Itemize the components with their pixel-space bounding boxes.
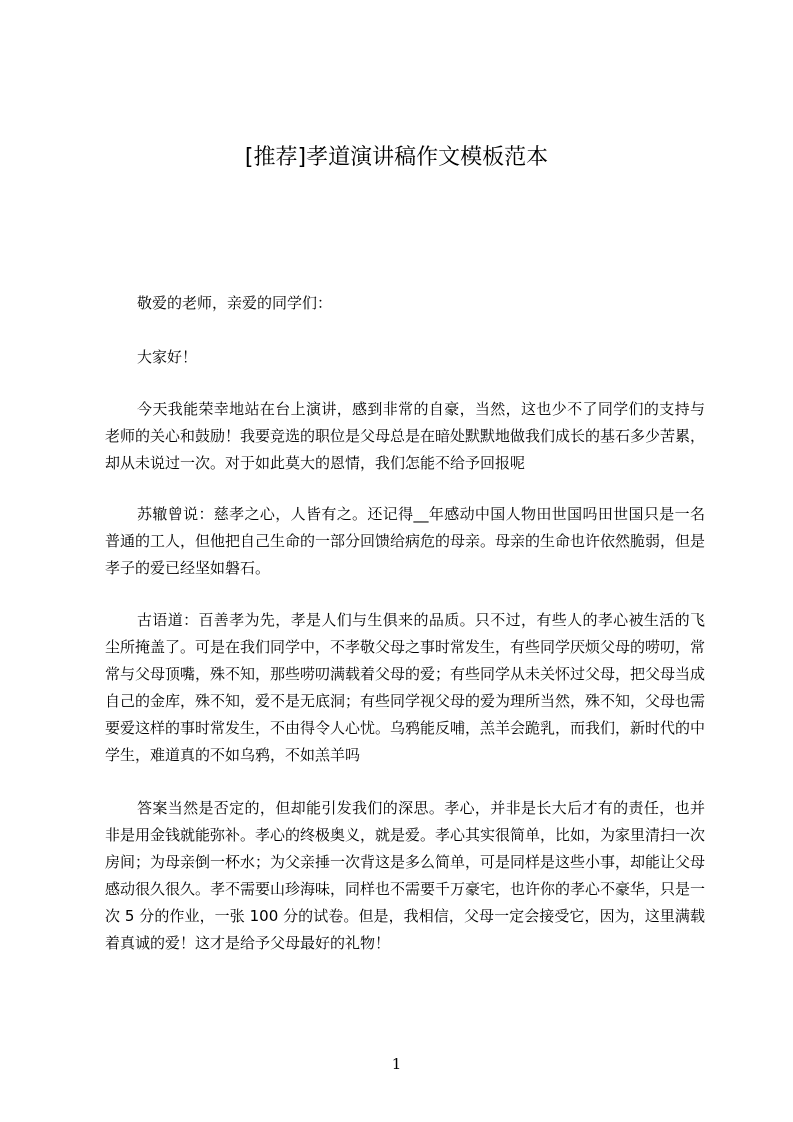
greeting: 大家好！ xyxy=(137,348,198,366)
paragraph-3: 古语道：百善孝为先，孝是人们与生俱来的品质。只不过，有些人的孝心被生活的飞尘所掩盖了。可是在我们同学中，不孝敬父母之事时常发生，有些同学厌烦父母的唠叨，常常与父母顶嘴，殊不知，那些唠叨满载着父母的爱；有些同学从未关怀过父母，把父母当成自己的金库，殊不知，爱不是无底洞；有些同学视父母的爱为理所当然，殊不知，父母也需要爱这样的事时常发生，不由得令人心忧。乌鸦能反哺，羔羊会跪乳，而我们，新时代的中学生，难道真的不如乌鸦，不如羔羊吗 xyxy=(105,611,706,764)
page-number: 1 xyxy=(391,1055,402,1073)
paragraph-2: 苏辙曾说：慈孝之心，人皆有之。还记得__年感动中国人物田世国吗田世国只是一名普通的工人，但他把自己生命的一部分回馈给病危的母亲。母亲的生命也许依然脆弱，但是孝子的爱已经坚如磐石。 xyxy=(105,505,706,577)
paragraph-4: 答案当然是否定的，但却能引发我们的深思。孝心，并非是长大后才有的责任，也并非是用金钱就能弥补。孝心的终极奥义，就是爱。孝心其实很简单，比如，为家里清扫一次房间；为母亲倒一杯水；为父亲捶一次背这是多么简单，可是同样是这些小事，却能让父母感动很久很久。孝不需要山珍海味，同样也不需要千万豪宅，也许你的孝心不豪华，只是一次 5 分的作业，一张 100 分的试卷。但是，我相信，父母一定会接受它，因为，这里满载着真诚的爱！这才是给予父母最好的礼物！ xyxy=(105,799,706,952)
salutation: 敬爱的老师，亲爱的同学们： xyxy=(137,294,333,312)
paragraph-1: 今天我能荣幸地站在台上演讲，感到非常的自豪，当然，这也少不了同学们的支持与老师的关心和鼓励！我要竞选的职位是父母总是在暗处默默地做我们成长的基石多少苦累，却从未说过一次。对于如此莫大的恩情，我们怎能不给予回报呢 xyxy=(105,400,706,472)
document-title: [推荐]孝道演讲稿作文模板范本 xyxy=(244,145,549,170)
